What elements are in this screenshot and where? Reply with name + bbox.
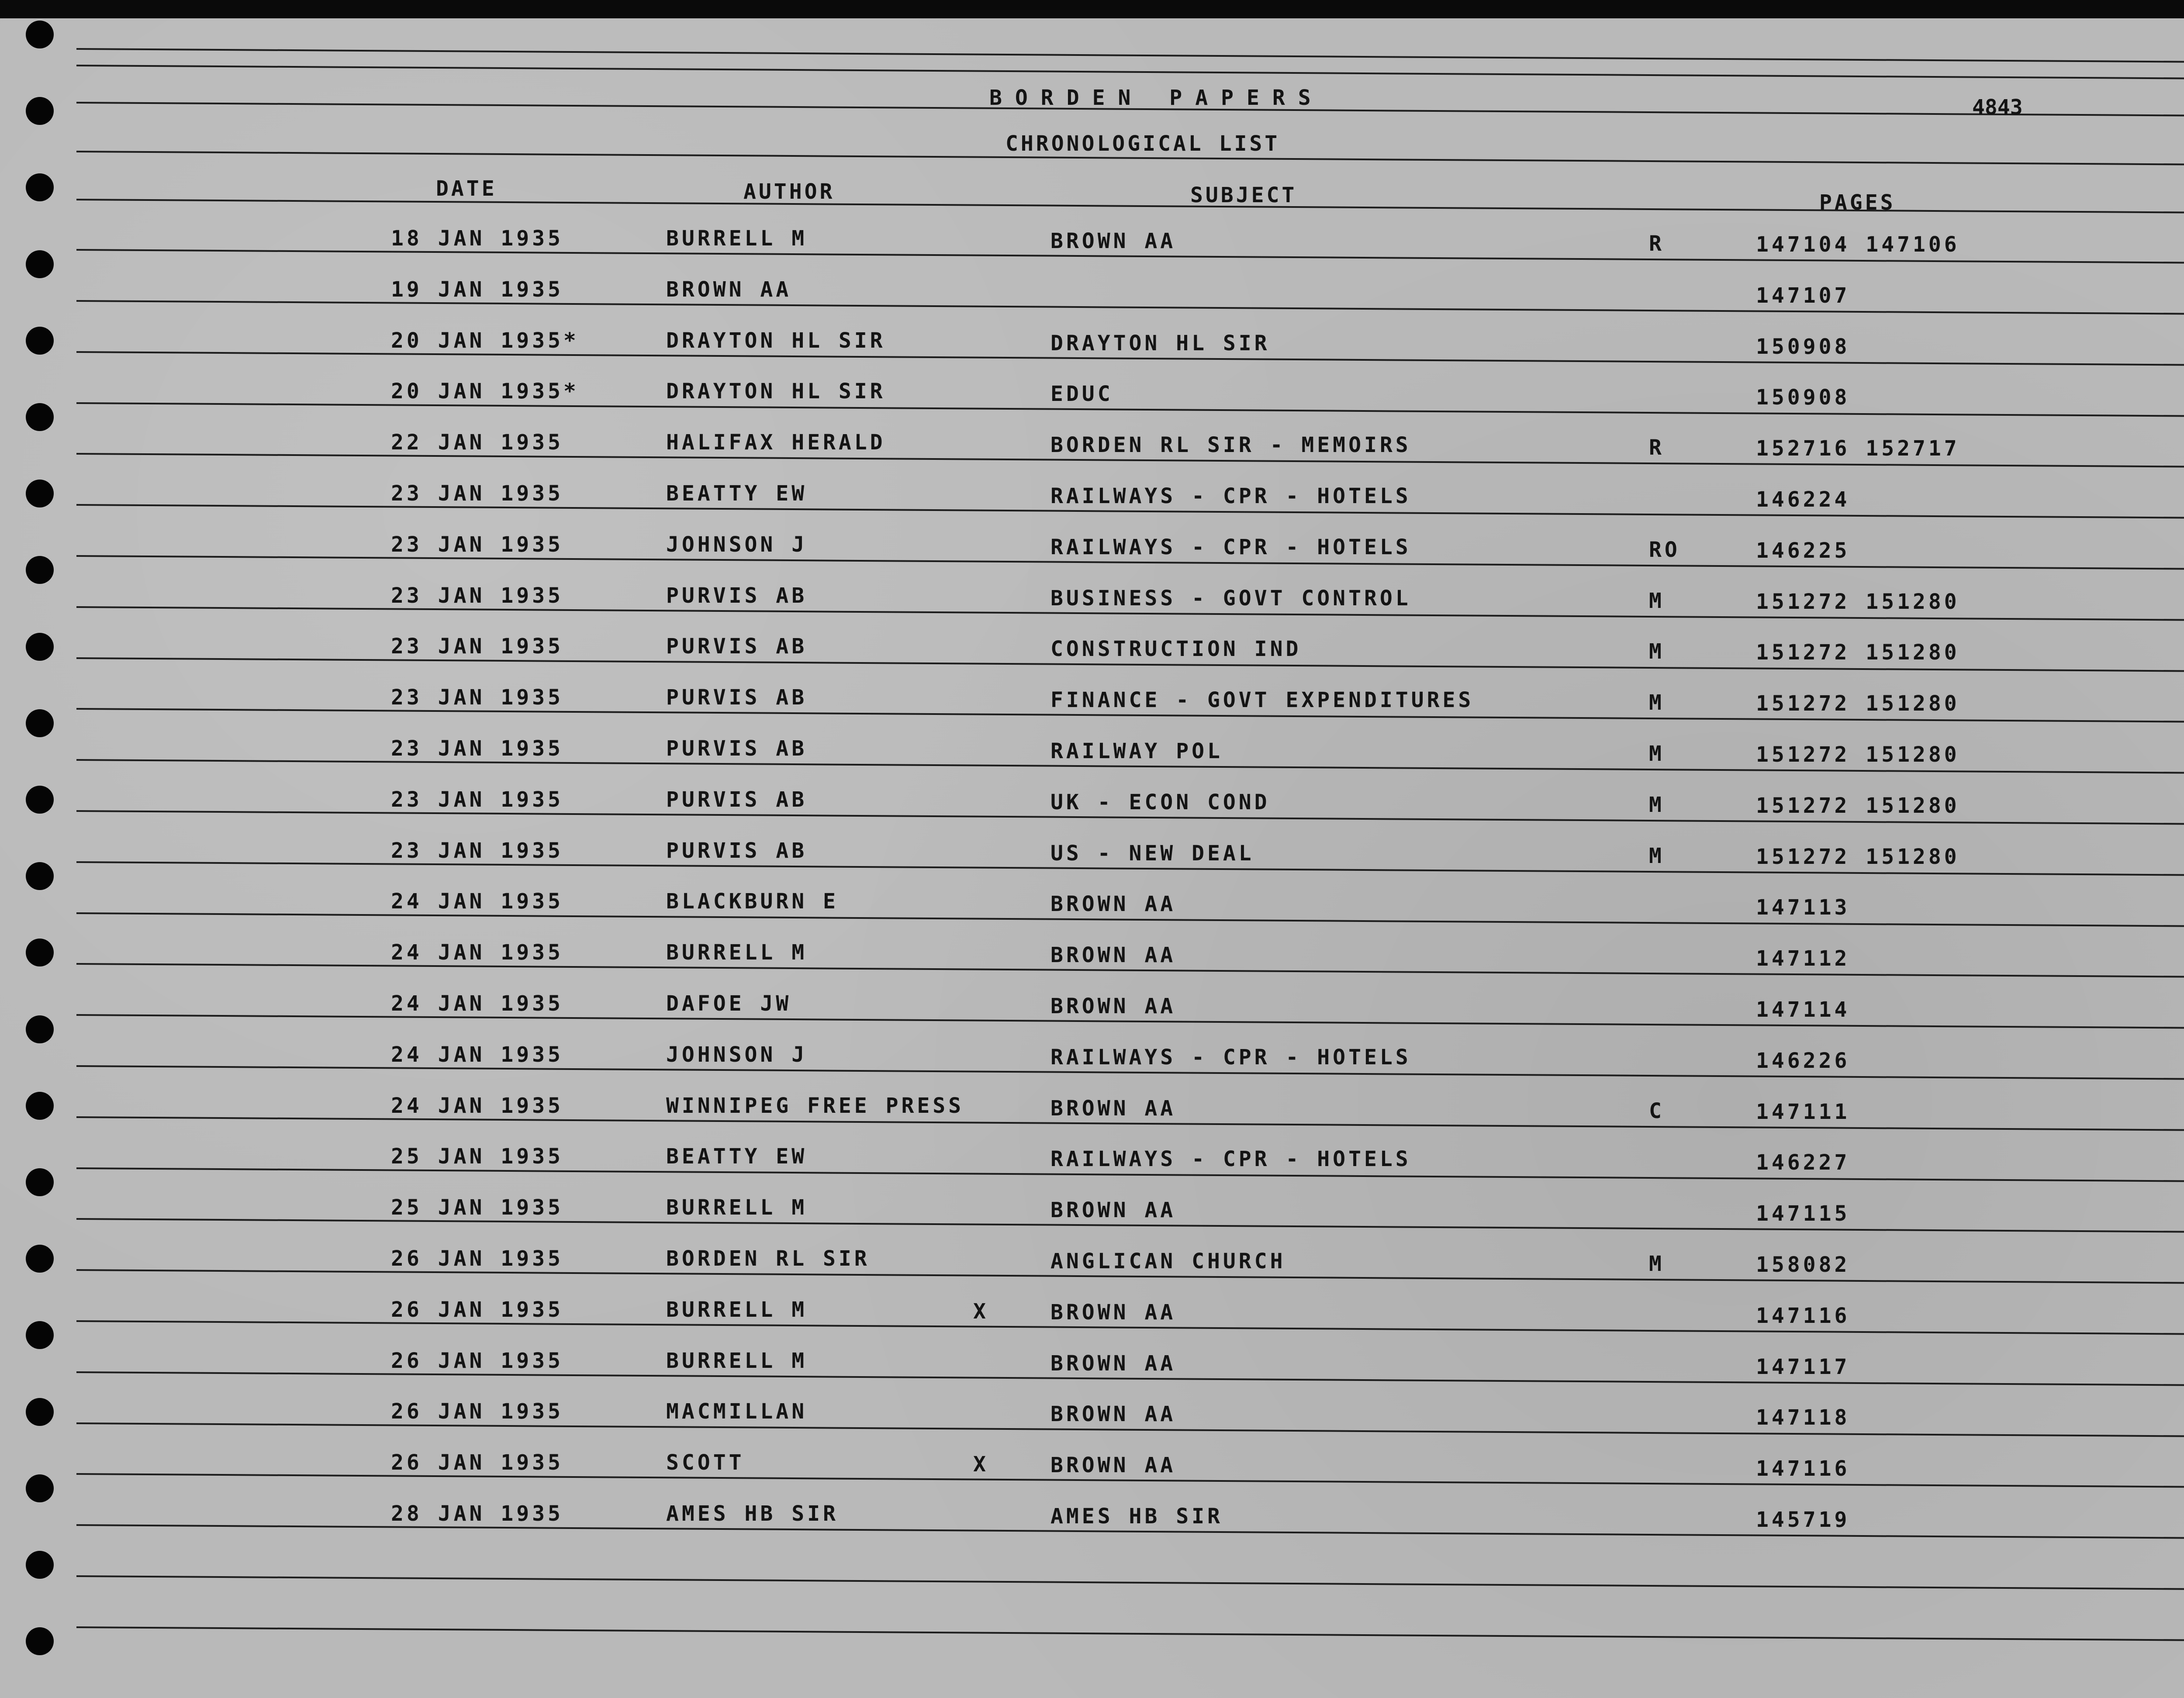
cell-author: PURVIS AB [666,634,808,659]
document-title: BORDEN PAPERS [989,86,1324,110]
cell-author: BURRELL M [666,940,808,965]
feed-hole [26,250,54,278]
cell-subject: RAILWAYS - CPR - HOTELS [1051,1045,1411,1070]
feed-hole [26,862,54,890]
cell-subject: BROWN AA [1051,229,1176,253]
cell-author: BEATTY EW [666,481,808,506]
cell-date: 23 JAN 1935 [391,685,563,710]
cell-author: PURVIS AB [666,839,808,863]
cell-pages: 145719 [1756,1508,1850,1532]
cell-subject: BROWN AA [1051,943,1176,967]
cell-pages: 152716 152717 [1756,436,1960,461]
cell-date: 28 JAN 1935 [391,1501,563,1526]
cell-subject: BROWN AA [1051,1198,1176,1222]
cell-pages: 147112 [1756,946,1850,971]
cell-date: 25 JAN 1935 [391,1144,563,1169]
feed-hole [26,1551,54,1579]
cell-pages: 147115 [1756,1201,1850,1226]
cell-author: BROWN AA [666,277,792,302]
cell-subject: BUSINESS - GOVT CONTROL [1051,586,1411,611]
cell-subject: BROWN AA [1051,1453,1176,1477]
cell-subject: ANGLICAN CHURCH [1051,1249,1286,1274]
cell-author: BORDEN RL SIR [666,1246,870,1271]
column-header-date: DATE [436,176,497,201]
cell-date: 20 JAN 1935* [391,328,579,353]
cell-date: 23 JAN 1935 [391,736,563,761]
cell-date: 23 JAN 1935 [391,839,563,863]
ruled-line [76,300,2184,315]
cell-pages: 147116 [1756,1456,1850,1481]
feed-hole [26,709,54,737]
cell-code: M [1649,742,1665,766]
feed-hole [26,939,54,966]
cell-date: 23 JAN 1935 [391,583,563,608]
cell-author: PURVIS AB [666,787,808,812]
cell-subject: RAILWAYS - CPR - HOTELS [1051,535,1411,559]
cell-author: JOHNSON J [666,1042,808,1067]
cell-author: WINNIPEG FREE PRESS [666,1094,964,1118]
cell-pages: 147104 147106 [1756,232,1960,257]
cell-pages: 147111 [1756,1100,1850,1124]
cell-code: M [1649,639,1665,664]
cell-subject: UK - ECON COND [1051,790,1270,814]
cell-pages: 147114 [1756,997,1850,1022]
cell-subject: RAILWAY POL [1051,739,1223,763]
cell-pages: 146226 [1756,1049,1850,1073]
cell-code: M [1649,589,1665,613]
cell-pages: 151272 151280 [1756,845,1960,869]
cell-subject: BROWN AA [1051,1300,1176,1325]
feed-hole [26,1015,54,1043]
cell-author: BURRELL M [666,1298,808,1322]
cell-subject: BROWN AA [1051,994,1176,1018]
feed-hole [26,1321,54,1349]
cell-code: C [1649,1099,1665,1123]
column-header-author: AUTHOR [743,179,835,204]
cell-pages: 158082 [1756,1253,1850,1277]
feed-hole [26,403,54,431]
feed-hole [26,480,54,507]
cell-author: PURVIS AB [666,685,808,710]
cell-date: 19 JAN 1935 [391,277,563,302]
cell-pages: 146224 [1756,487,1850,512]
cell-date: 18 JAN 1935 [391,226,563,251]
cell-code: M [1649,690,1665,715]
cell-pages: 150908 [1756,385,1850,410]
cell-subject: CONSTRUCTION IND [1051,637,1302,661]
cell-pages: 151272 151280 [1756,691,1960,716]
cell-code: RO [1649,538,1680,562]
cell-date: 26 JAN 1935 [391,1246,563,1271]
cell-date: 23 JAN 1935 [391,787,563,812]
cell-subject: BROWN AA [1051,892,1176,916]
cell-date: 24 JAN 1935 [391,889,563,914]
cell-x: X [973,1452,989,1477]
cell-date: 24 JAN 1935 [391,940,563,965]
cell-date: 23 JAN 1935 [391,634,563,659]
cell-pages: 146225 [1756,538,1850,563]
cell-author: DRAYTON HL SIR [666,379,886,404]
cell-date: 26 JAN 1935 [391,1450,563,1475]
cell-subject: RAILWAYS - CPR - HOTELS [1051,1147,1411,1171]
cell-code: M [1649,844,1665,868]
cell-author: HALIFAX HERALD [666,430,886,455]
cell-author: BLACKBURN E [666,889,839,914]
cell-author: BURRELL M [666,226,808,251]
cell-code: R [1649,435,1665,460]
cell-author: JOHNSON J [666,532,808,557]
feed-hole [26,1627,54,1655]
cell-pages: 150908 [1756,335,1850,359]
cell-date: 24 JAN 1935 [391,991,563,1016]
cell-x: X [973,1299,989,1324]
cell-subject: RAILWAYS - CPR - HOTELS [1051,484,1411,508]
cell-date: 24 JAN 1935 [391,1094,563,1118]
document-subtitle: CHRONOLOGICAL LIST [1006,131,1280,156]
cell-pages: 147117 [1756,1355,1850,1379]
cell-subject: US - NEW DEAL [1051,841,1254,866]
cell-pages: 147118 [1756,1405,1850,1430]
feed-hole [26,633,54,661]
cell-author: BURRELL M [666,1349,808,1373]
cell-author: MACMILLAN [666,1399,808,1424]
cell-author: SCOTT [666,1450,745,1475]
ruled-line [76,65,2184,79]
cell-subject: EDUC [1051,382,1113,406]
cell-subject: BROWN AA [1051,1402,1176,1426]
column-header-subject: SUBJECT [1190,183,1297,207]
column-header-pages: PAGES [1819,190,1896,215]
cell-code: R [1649,231,1665,256]
feed-hole [26,1092,54,1120]
cell-author: BURRELL M [666,1195,808,1220]
cell-pages: 151272 151280 [1756,640,1960,665]
cell-author: DRAYTON HL SIR [666,328,886,353]
feed-hole [26,97,54,125]
cell-date: 26 JAN 1935 [391,1298,563,1322]
cell-subject: BROWN AA [1051,1351,1176,1376]
ruled-line [76,1626,2184,1641]
cell-date: 26 JAN 1935 [391,1349,563,1373]
cell-date: 23 JAN 1935 [391,481,563,506]
feed-hole [26,1474,54,1502]
feed-hole [26,1245,54,1273]
feed-hole [26,786,54,814]
cell-pages: 146227 [1756,1150,1850,1175]
cell-code: M [1649,1252,1665,1276]
cell-author: BEATTY EW [666,1144,808,1169]
cell-date: 24 JAN 1935 [391,1042,563,1067]
cell-date: 23 JAN 1935 [391,532,563,557]
cell-subject: BORDEN RL SIR - MEMOIRS [1051,433,1411,457]
cell-pages: 151272 151280 [1756,742,1960,767]
cell-author: PURVIS AB [666,583,808,608]
cell-author: PURVIS AB [666,736,808,761]
cell-date: 25 JAN 1935 [391,1195,563,1220]
ruled-line [76,402,2184,417]
feed-hole [26,1398,54,1426]
feed-hole [26,327,54,355]
cell-code: M [1649,793,1665,817]
cell-pages: 151272 151280 [1756,794,1960,818]
cell-pages: 147107 [1756,283,1850,308]
cell-author: DAFOE JW [666,991,792,1016]
cell-subject: BROWN AA [1051,1096,1176,1121]
cell-pages: 151272 151280 [1756,590,1960,614]
page-number: 4843 [1972,95,2023,120]
cell-subject: DRAYTON HL SIR [1051,331,1270,355]
cell-author: AMES HB SIR [666,1501,839,1526]
cell-subject: AMES HB SIR [1051,1504,1223,1529]
cell-subject: FINANCE - GOVT EXPENDITURES [1051,688,1474,712]
feed-hole [26,556,54,584]
cell-date: 26 JAN 1935 [391,1399,563,1424]
cell-date: 22 JAN 1935 [391,430,563,455]
ruled-line [76,1575,2184,1590]
cell-pages: 147116 [1756,1304,1850,1328]
cell-pages: 147113 [1756,895,1850,920]
feed-hole [26,173,54,201]
cell-date: 20 JAN 1935* [391,379,579,404]
feed-hole [26,1168,54,1196]
